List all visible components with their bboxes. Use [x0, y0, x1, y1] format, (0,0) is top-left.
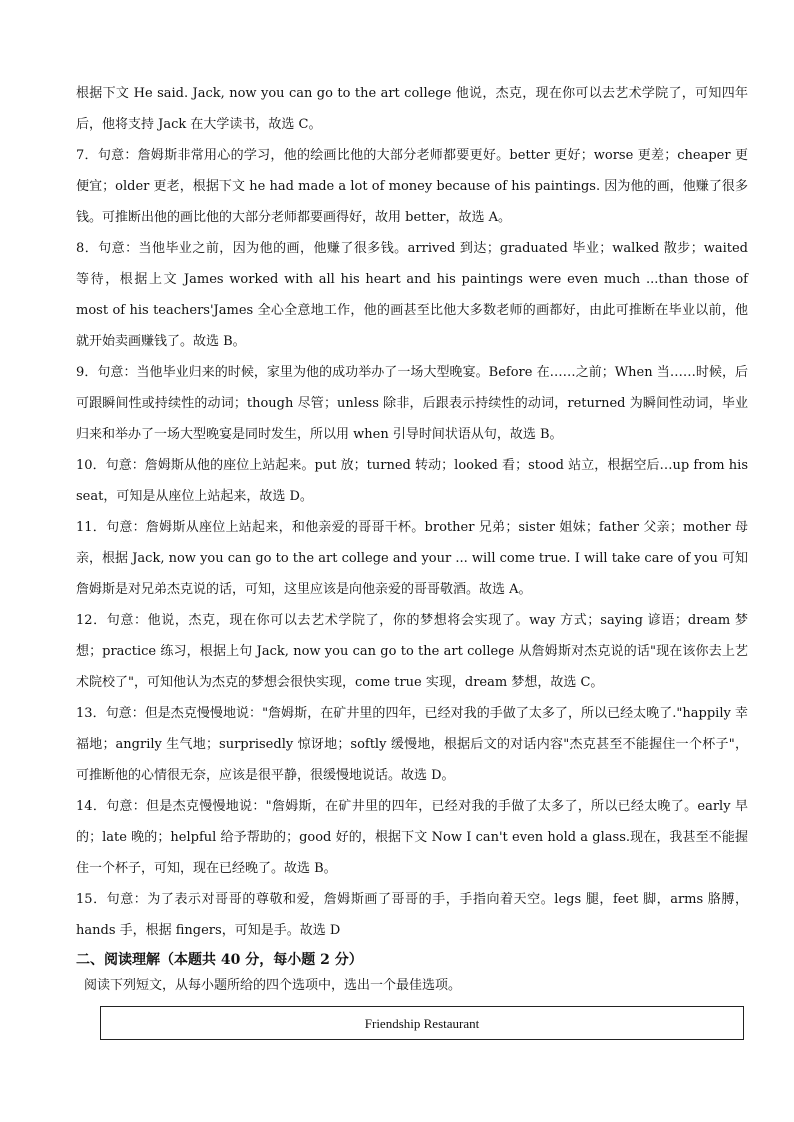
section-title: 二、阅读理解（本题共 40 分，每小题 2 分）	[76, 952, 363, 968]
section-instruction: 阅读下列短文，从每小题所给的四个选项中，选出一个最佳选项。	[84, 978, 462, 993]
paragraph-13: 13．句意：但是杰克慢慢地说："詹姆斯，在矿井里的四年，已经对我的手做了太多了，所以已经太晚了."happily 幸福地；angrily 生气地；surprisedly 惊讶地；softly 缓慢地，根据后文的对话内容"杰克甚至不能握住一个杯子"，可推断他的心情很无奈，应该是很平静，很缓慢地说话。故选 D。	[76, 706, 748, 783]
paragraph-14: 14．句意：但是杰克慢慢地说："詹姆斯，在矿井里的四年，已经对我的手做了太多了，所以已经太晚了。early 早的；late 晚的；helpful 给予帮助的；good 好的，根据下文 Now I can't even hold a glass.现在，我甚至不能握住一个杯子，可知，现在已经晚了。故选 B。	[76, 799, 748, 876]
paragraph-10: 10．句意：詹姆斯从他的座位上站起来。put 放；turned 转动；looked 看；stood 站立，根据空后…up from his seat，可知是从座位上站起来，故选 D。	[76, 458, 748, 504]
paragraph-12: 12．句意：他说，杰克，现在你可以去艺术学院了，你的梦想将会实现了。way 方式；saying 谚语；dream 梦想；practice 练习，根据上句 Jack, now you can go to the art college 从詹姆斯对杰克说的话"现在该你去上艺术院校了"，可知他认为杰克的梦想会很快实现，come true 实现，dream 梦想，故选 C。	[76, 613, 748, 690]
paragraph-7: 7．句意：詹姆斯非常用心的学习，他的绘画比他的大部分老师都要更好。better 更好；worse 更差；cheaper 更便宜；older 更老，根据下文 he had made a lot of money because of his paintings. 因为他的画，他赚了很多钱。可推断出他的画比他的大部分老师都要画得好，故用 better，故选 A。	[76, 148, 748, 225]
paragraph-15: 15．句意：为了表示对哥哥的尊敬和爱，詹姆斯画了哥哥的手，手指向着天空。legs 腿，feet 脚，arms 胳膊，hands 手，根据 fingers，可知是手。故选 D	[76, 892, 748, 938]
passage-title: Friendship Restaurant	[364, 1015, 480, 1031]
paragraph-8: 8．句意：当他毕业之前，因为他的画，他赚了很多钱。arrived 到达；graduated 毕业；walked 散步；waited 等待，根据上文 James worked with all his heart and his paintings were even much ...than those of most of his teachers'James 全心全意地工作，他的画甚至比他大多数老师的画都好，由此可推断在毕业以前，他就开始卖画赚钱了。故选 B。	[76, 241, 748, 349]
passage-title-box	[100, 1006, 744, 1040]
answer-explanations	[76, 78, 748, 1040]
paragraph-6-continued: 根据下文 He said. Jack, now you can go to the art college 他说，杰克，现在你可以去艺术学院了，可知四年后，他将支持 Jack 在大学读书，故选 C。	[76, 86, 748, 132]
paragraph-11: 11．句意：詹姆斯从座位上站起来，和他亲爱的哥哥干杯。brother 兄弟；sister 姐妹；father 父亲；mother 母亲，根据 Jack, now you can go to the art college and your ... will come true. I will take care of you 可知詹姆斯是对兄弟杰克说的话，可知，这里应该是向他亲爱的哥哥敬酒。故选 A。	[76, 520, 748, 597]
paragraph-9: 9．句意：当他毕业归来的时候，家里为他的成功举办了一场大型晚宴。Before 在……之前；When 当……时候，后可跟瞬间性或持续性的动词；though 尽管；unless 除非，后跟表示持续性的动词，returned 为瞬间性动词，毕业归来和举办了一场大型晚宴是同时发生，所以用 when 引导时间状语从句，故选 B。	[76, 365, 748, 442]
